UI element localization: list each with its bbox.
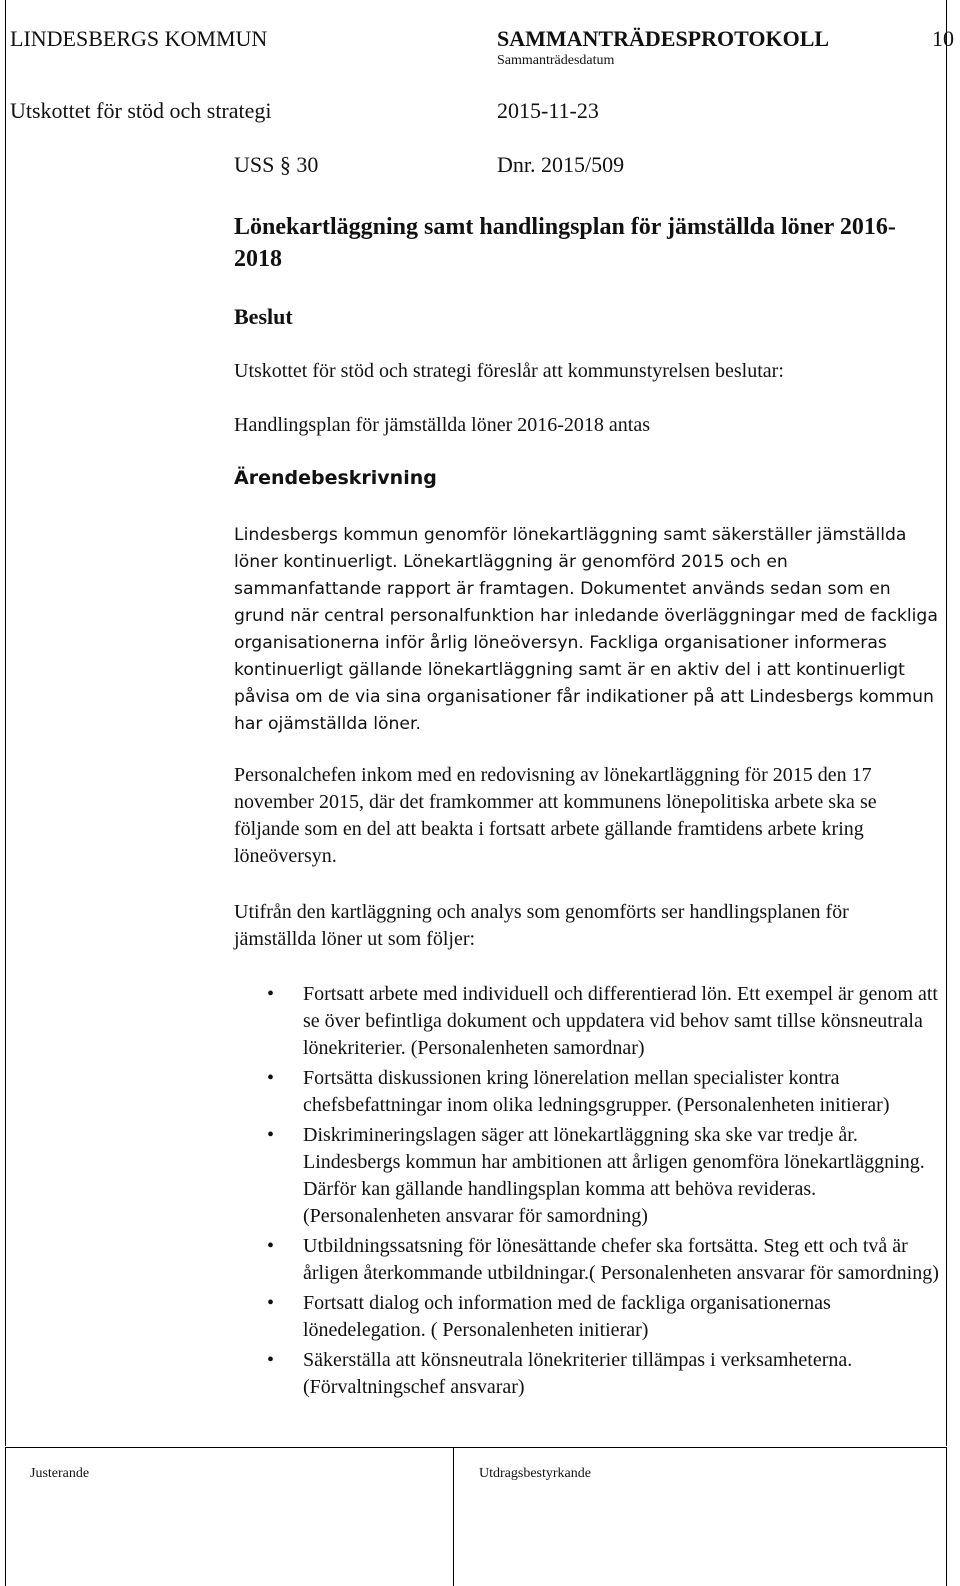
left-margin-line (5, 0, 6, 1446)
case-heading: Ärendebeskrivning (234, 467, 437, 489)
list-item (234, 1122, 939, 1230)
action-text: Fortsätta diskussionen kring lönerelation mellan specialister kontra chefsbefattningar inom olika ledningsgrupper. (Personalenheten initierar) (303, 1067, 890, 1116)
case-paragraph-2: Personalchefen inkom med en redovisning av lönekartläggning för 2015 den 17 november 2015, där det framkommer att kommunens lönepolitiska arbete ska se följande som en del att beakta i fortsatt arbete gällande framtidens arbete kring löneöversyn. (234, 764, 877, 867)
bullet-icon: • (267, 983, 275, 1005)
action-text: Fortsatt dialog och information med de fackliga organisationernas lönedelegation. ( Personalenheten initierar) (303, 1292, 831, 1341)
list-item (234, 1290, 939, 1344)
bullet-icon: • (267, 1124, 275, 1146)
action-text: Utbildningssatsning för lönesättande chefer ska fortsätta. Steg ett och två är årligen återkommande utbildningar.( Personalenheten ansvarar för samordning) (303, 1235, 939, 1284)
bullet-icon: • (267, 1067, 275, 1089)
organization-name: LINDESBERGS KOMMUN (10, 26, 268, 51)
list-item (234, 1233, 939, 1287)
document-type: SAMMANTRÄDESPROTOKOLL (497, 26, 830, 51)
list-item (234, 1347, 939, 1401)
decision-intro: Utskottet för stöd och strategi föreslår att kommunstyrelsen beslutar: (234, 360, 784, 382)
bullet-icon: • (267, 1235, 275, 1257)
right-margin-line (946, 0, 947, 1446)
page-title: Lönekartläggning samt handlingsplan för jämställda löner 2016-2018 (234, 214, 896, 272)
case-paragraph-3: Utifrån den kartläggning och analys som genomförts ser handlingsplanen för jämställda löner ut som följer: (234, 901, 849, 950)
decision-item: Handlingsplan för jämställda löner 2016-2018 antas (234, 414, 651, 436)
committee-name: Utskottet för stöd och strategi (10, 98, 272, 123)
extract-label: Utdragsbestyrkande (479, 1466, 591, 1481)
footer-left-border (5, 1447, 6, 1586)
registration-number: Dnr. 2015/509 (497, 152, 625, 177)
case-paragraph-1: Lindesbergs kommun genomför lönekartläggning samt säkerställer jämställda löner kontinuerligt. Lönekartläggning är genomförd 2015 och en sammanfattande rapport är framtagen. Dokumentet används sedan som en grund när central personalfunktion har inledande överläggningar med de fackliga organisationerna inför årlig löneöversyn. Fackliga organisationer informeras kontinuerligt gällande lönekartläggning samt är en aktiv del i att kontinuerligt påvisa om de via sina organisationer får indikationer på att Lindesbergs kommun har ojämställda löner. (234, 525, 938, 734)
footer-middle-divider (453, 1447, 454, 1586)
bullet-icon: • (267, 1349, 275, 1371)
decision-heading: Beslut (234, 304, 293, 329)
paragraph-number: USS § 30 (234, 152, 319, 177)
page-number: 10 (932, 26, 954, 51)
bullet-icon: • (267, 1292, 275, 1314)
adjuster-label: Justerande (30, 1466, 90, 1481)
list-item (234, 1065, 939, 1119)
footer-divider (5, 1447, 947, 1448)
action-text: Diskrimineringslagen säger att lönekartläggning ska ske var tredje år. Lindesbergs kommun har ambitionen att årligen genomföra lönekartläggning. Därför kan gällande handlingsplan komma att behöva revideras. (Personalenheten ansvarar för samordning) (303, 1124, 925, 1227)
list-item (234, 981, 939, 1062)
date-label: Sammanträdesdatum (497, 53, 615, 68)
footer-right-border (946, 1447, 947, 1586)
action-text: Fortsatt arbete med individuell och differentierad lön. Ett exempel är genom att se över befintliga dokument och uppdatera vid behov samt tillse könsneutrala lönekriterier. (Personalenheten samordnar) (303, 983, 938, 1059)
action-text: Säkerställa att könsneutrala lönekriterier tillämpas i verksamheterna. (Förvaltningschef ansvarar) (303, 1349, 853, 1398)
action-list (234, 981, 939, 1404)
meeting-date: 2015-11-23 (497, 98, 599, 123)
